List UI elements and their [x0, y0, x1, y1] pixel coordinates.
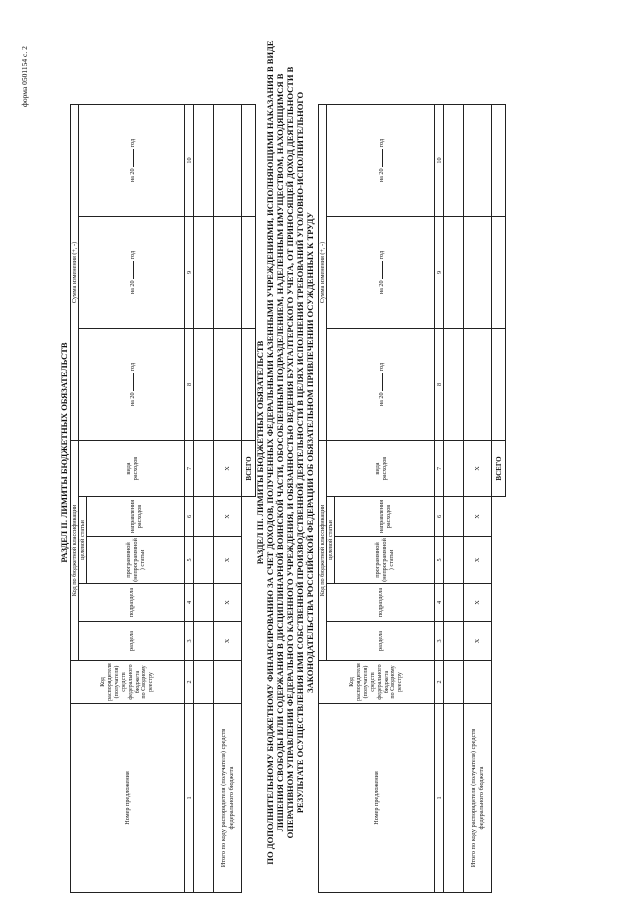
header-subsection: подраздела: [327, 584, 435, 622]
section2-table: [70, 104, 256, 893]
header-change: Сумма изменения (+, -): [319, 104, 327, 440]
grand-total-row: [242, 104, 256, 892]
header-target: целевой статьи: [79, 497, 87, 584]
header-year3: на 20 год: [327, 104, 435, 216]
header-program: программной (непрограммной ) статьи: [87, 537, 185, 584]
header-year3: на 20 год: [79, 104, 185, 216]
header-year2: на 20 год: [79, 217, 185, 329]
data-row: [444, 104, 464, 892]
header-direction: направления расходов: [335, 497, 435, 537]
header-code: Код распорядителя (получателя) средств федерального бюджета по Сводному реестру: [71, 661, 185, 704]
header-year2: на 20 год: [327, 217, 435, 329]
section3-title: РАЗДЕЛ III. ЛИМИТЫ БЮДЖЕТНЫХ ОБЯЗАТЕЛЬСТВ ПО ДОПОЛНИТЕЛЬНОМУ БЮДЖЕТНОМУ ФИНАНСИРОВАНИЮ ЗА СЧЕТ ДОХОДОВ, ПОЛУЧЕННЫХ ФЕДЕРАЛЬНЫМИ КАЗЕННЫМИ УЧРЕЖДЕНИЯМИ, ИСПОЛНЯЮЩИМИ НАКАЗАНИЯ В ВИДЕ ЛИШЕНИЯ СВОБОДЫ ИЛИ СОДЕРЖАНИЯ В ДИСЦИПЛИНАРНОЙ ВОИНСКОЙ ЧАСТИ, ОБОСОБЛЕННЫМ ПОДРАЗДЕЛЕНИЕМ, НАДЕЛЕННЫМ ИМУЩЕСТВОМ, НАХОДЯЩИМСЯ В ОПЕРАТИВНОМ УПРАВЛЕНИИ ФЕДЕРАЛЬНОГО КАЗЕННОГО УЧРЕЖДЕНИЯ, И ОБЯЗАННОСТЬЮ ВЕДЕНИЯ БУХГАЛТЕРСКОГО УЧЕТА, ОТ ПРИНОСЯЩЕЙ ДОХОД ДЕЯТЕЛЬНОСТИ В РЕЗУЛЬТАТЕ ОСУЩЕСТВЛЕНИЯ ИМИ СОБСТВЕННОЙ ПРОИЗВОДСТВЕННОЙ ДЕЯТЕЛЬНОСТИ В ЦЕЛЯХ ИСПОЛНЕНИЯ ТРЕБОВАНИЙ УГОЛОВНО-ИСПОЛНИТЕЛЬНОГО ЗАКОНОДАТЕЛЬСТВА РОССИЙСКОЙ ФЕДЕРАЦИИ ОБ ОБЯЗАТЕЛЬНОМ ПРИВЛЕЧЕНИИ ОСУЖДЕННЫХ К ТРУДУ: [255, 40, 316, 865]
grand-total-label: ВСЕГО: [242, 441, 256, 497]
grand-total-row: [492, 104, 506, 892]
data-row: [194, 104, 214, 892]
total-row: Итого по коду распорядителя (получателя) средств федерального бюджета X X X X X: [214, 104, 242, 892]
form-number: форма 0501154 с. 2: [20, 46, 29, 107]
header-subsection: подраздела: [79, 584, 185, 622]
section2-title: РАЗДЕЛ II. ЛИМИТЫ БЮДЖЕТНЫХ ОБЯЗАТЕЛЬСТВ: [59, 342, 69, 563]
header-code: Код распорядителя (получателя) средств федерального бюджета по Сводному реестру: [319, 661, 435, 704]
header-section: раздела: [79, 622, 185, 661]
header-bk: Код по бюджетной классификации: [319, 441, 327, 661]
column-numbers-row: 1 2 3 4 5 6 7 8 9 10: [185, 104, 194, 892]
header-year1: на 20 год: [79, 329, 185, 441]
header-change: Сумма изменения (+, -): [71, 104, 79, 440]
section3-table: [318, 104, 506, 893]
header-section: раздела: [327, 622, 435, 661]
header-proposal: Номер предложения: [319, 704, 435, 893]
header-direction: направления расходов: [87, 497, 185, 537]
header-proposal: Номер предложения: [71, 704, 185, 893]
header-bk: Код по бюджетной классификации: [71, 441, 79, 661]
total-row: Итого по коду распорядителя (получателя) средств федерального бюджета X X X X X: [464, 104, 492, 892]
header-expense: вида расходов: [79, 441, 185, 497]
header-target: целевой статьи: [327, 497, 335, 584]
grand-total-label: ВСЕГО: [492, 441, 506, 497]
header-year1: на 20 год: [327, 329, 435, 441]
column-numbers-row: 1 2 3 4 5 6 7 8 9 10: [435, 104, 444, 892]
header-expense: вида расходов: [327, 441, 435, 497]
header-program: программной (непрограммной ) статьи: [335, 537, 435, 584]
